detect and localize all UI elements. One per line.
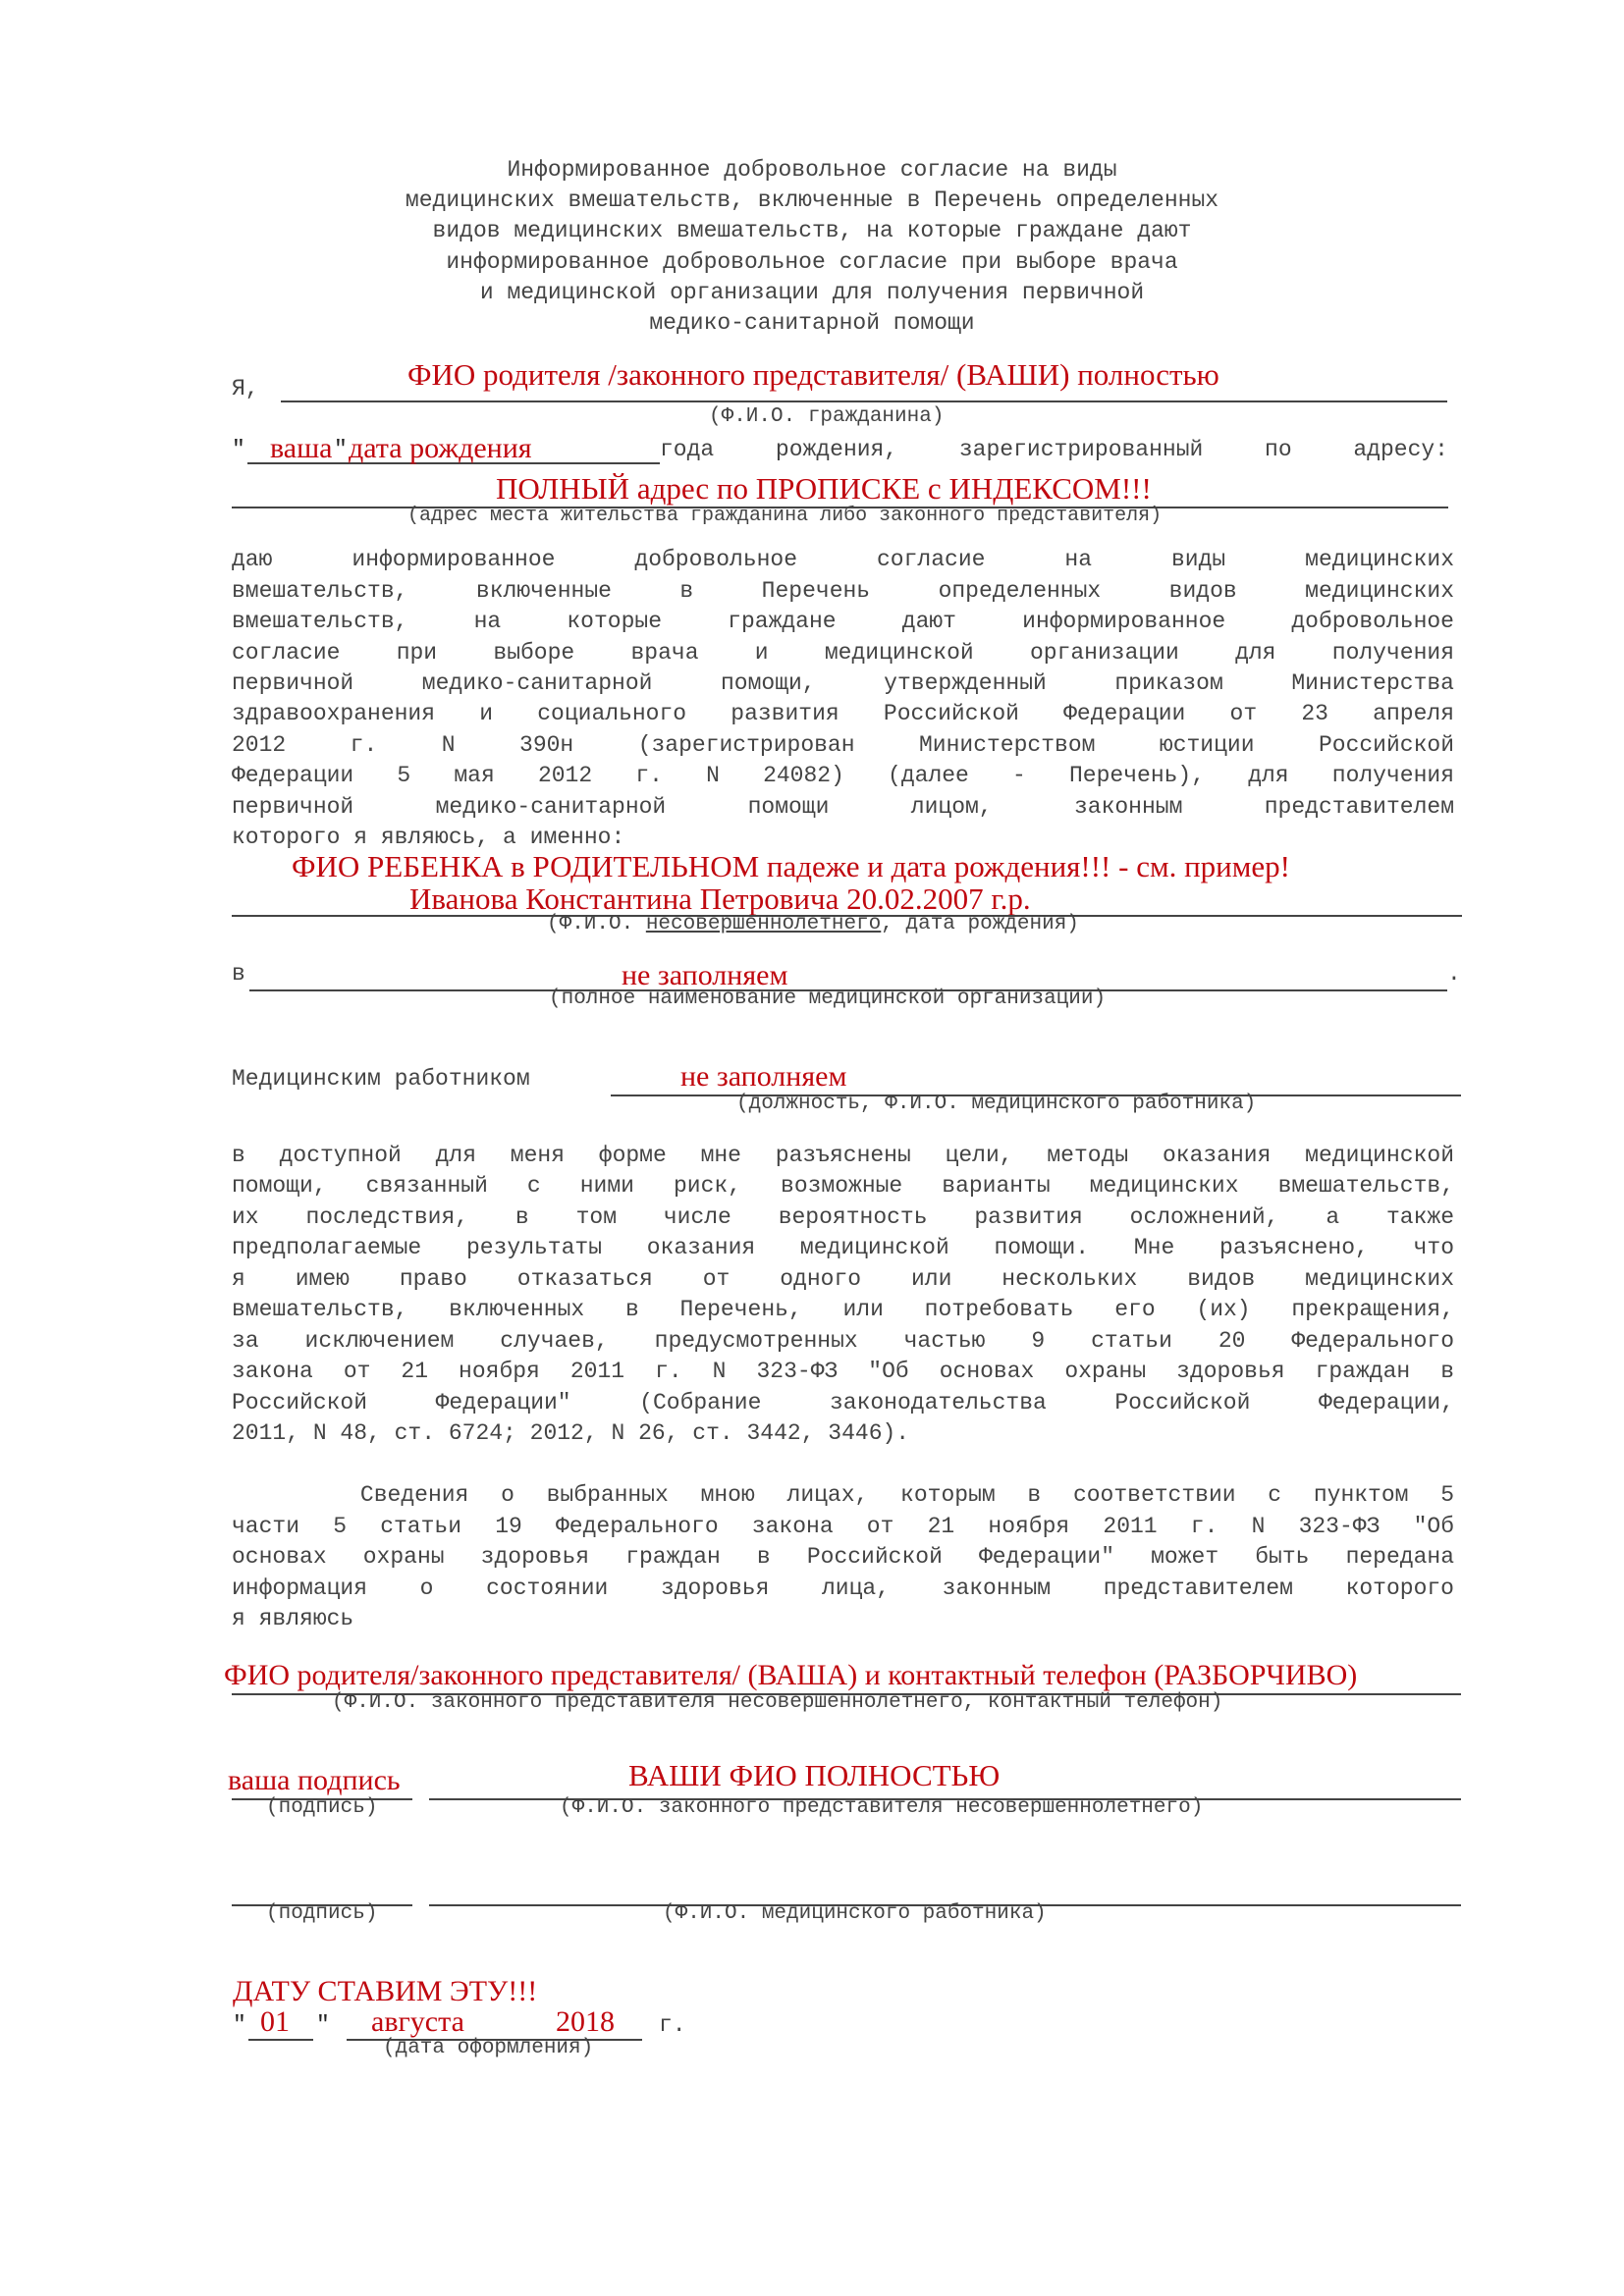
med-signature-caption: (подпись) (266, 1902, 378, 1925)
rep-signature-caption: (подпись) (266, 1796, 378, 1819)
explanation-line: Российской Федерации" (Собрание законодательства Российской Федерации, (232, 1390, 1454, 1415)
date-year: 2018 (556, 2005, 615, 2038)
consent-line: Федерации 5 мая 2012 г. N 24082) (далее - Перечень), для получения (232, 763, 1454, 788)
representative-contact-caption: (Ф.И.О. законного представителя несовершеннолетнего, контактный телефон) (332, 1691, 1223, 1714)
info-line: части 5 статьи 19 Федерального закона от 21 ноября 2011 г. N 323-ФЗ "Об (232, 1514, 1454, 1539)
citizen-name-caption: (Ф.И.О. гражданина) (709, 405, 945, 428)
explanation-line: предполагаемые результаты оказания медицинской помощи. Мне разъяснено, что (232, 1235, 1454, 1260)
birth-text: года рождения, зарегистрированный по адресу: (660, 437, 1448, 462)
medical-worker-label: Медицинским работником (232, 1066, 530, 1092)
explanation-line: 2011, N 48, ст. 6724; 2012, N 26, ст. 3442, 3446). (232, 1420, 910, 1446)
date-note: ДАТУ СТАВИМ ЭТУ!!! (233, 1975, 538, 2007)
birth-quote-close: " (334, 437, 348, 462)
consent-line: первичной медико-санитарной помощи, утвержденный приказом Министерства (232, 670, 1454, 696)
date-day: 01 (260, 2005, 290, 2038)
info-line: информация о состоянии здоровья лица, законным представителем которого (232, 1575, 1454, 1601)
explanation-line: в доступной для меня форме мне разъяснены цели, методы оказания медицинской (232, 1143, 1454, 1168)
info-line: основах охраны здоровья граждан в Российской Федерации" может быть передана (232, 1544, 1454, 1570)
organization-fill: не заполняем (622, 959, 788, 991)
minor-caption-underlined: несовершеннолетнего (645, 913, 882, 935)
consent-line: первичной медико-санитарной помощи лицом, законным представителем (232, 794, 1454, 820)
rep-name-caption: (Ф.И.О. законного представителя несовершеннолетнего) (560, 1796, 1204, 1819)
birth-fill-date: дата рождения (349, 432, 532, 464)
medical-worker-fill: не заполняем (680, 1060, 847, 1093)
title-line-4: информированное добровольное согласие при выборе врача (446, 249, 1178, 275)
consent-line: согласие при выборе врача и медицинской организации для получения (232, 640, 1454, 666)
representative-contact-fill: ФИО родителя/законного представителя/ (ВАША) и контактный телефон (РАЗБОРЧИВО) (224, 1659, 1358, 1691)
consent-line: даю информированное добровольное согласие на виды медицинских (232, 547, 1454, 572)
consent-line: 2012 г. N 390н (зарегистрирован Министерством юстиции Российской (232, 732, 1454, 758)
title-line-3: видов медицинских вмешательств, на которые граждане дают (432, 218, 1192, 243)
minor-fill-line-2: Иванова Константина Петровича 20.02.2007 г.р. (409, 881, 1031, 916)
consent-line: вмешательств, включенные в Перечень определенных видов медицинских (232, 578, 1454, 604)
address-caption: (адрес места жительства гражданина либо законного представителя) (407, 505, 1163, 527)
citizen-prefix: Я, (232, 376, 259, 401)
date-day-line[interactable] (248, 2039, 313, 2041)
date-month: августа (371, 2005, 464, 2038)
explanation-line: их последствия, в том числе вероятность развития осложнений, а также (232, 1204, 1454, 1230)
consent-line: вмешательств, на которые граждане дают информированное добровольное (232, 609, 1454, 634)
date-quote-close: " (316, 2012, 330, 2038)
date-quote-open: " (233, 2012, 246, 2038)
minor-caption-part1: (Ф.И.О. (547, 913, 646, 935)
rep-name-fill: ВАШИ ФИО ПОЛНОСТЬЮ (628, 1758, 1001, 1792)
explanation-line: вмешательств, включенных в Перечень, или потребовать его (их) прекращения, (232, 1297, 1454, 1322)
explanation-line: за исключением случаев, предусмотренных частью 9 статьи 20 Федерального (232, 1328, 1454, 1354)
minor-fill-line-1: ФИО РЕБЕНКА в РОДИТЕЛЬНОМ падеже и дата рождения!!! - см. пример! (292, 849, 1290, 883)
med-name-caption: (Ф.И.О. медицинского работника) (663, 1902, 1047, 1925)
citizen-name-fill: ФИО родителя /законного представителя/ (ВАШИ) полностью (407, 357, 1219, 392)
organization-suffix: . (1447, 961, 1461, 987)
rep-signature-fill: ваша подпись (228, 1764, 401, 1796)
title-line-5: и медицинской организации для получения первичной (479, 280, 1145, 305)
minor-caption (547, 913, 1079, 936)
organization-caption: (полное наименование медицинской организации) (549, 988, 1107, 1010)
organization-prefix: в (232, 961, 245, 987)
address-fill: ПОЛНЫЙ адрес по ПРОПИСКЕ с ИНДЕКСОМ!!! (496, 471, 1152, 506)
birth-quote-open: " (232, 437, 245, 462)
explanation-line: закона от 21 ноября 2011 г. N 323-ФЗ "Об основах охраны здоровья граждан в (232, 1359, 1454, 1384)
consent-line: здравоохранения и социального развития Российской Федерации от 23 апреля (232, 701, 1454, 726)
title-line-1: Информированное добровольное согласие на виды (507, 157, 1117, 183)
minor-caption-part2: , дата рождения) (881, 913, 1079, 935)
date-suffix: г. (659, 2012, 686, 2038)
explanation-line: помощи, связанный с ними риск, возможные варианты медицинских вмешательств, (232, 1173, 1454, 1199)
title-line-2: медицинских вмешательств, включенные в Перечень определенных (405, 187, 1219, 213)
info-line: я являюсь (232, 1606, 354, 1631)
citizen-name-line[interactable] (281, 400, 1447, 402)
explanation-line: я имею право отказаться от одного или нескольких видов медицинских (232, 1266, 1454, 1292)
medical-worker-caption: (должность, Ф.И.О. медицинского работника) (736, 1093, 1257, 1115)
birth-fill-day: ваша (270, 432, 333, 464)
title-line-6: медико-санитарной помощи (649, 310, 975, 336)
date-caption: (дата оформления) (383, 2037, 594, 2059)
info-line: Сведения о выбранных мною лицах, которым в соответствии с пунктом 5 (232, 1482, 1454, 1508)
consent-line: которого я являюсь, а именно: (232, 825, 625, 850)
